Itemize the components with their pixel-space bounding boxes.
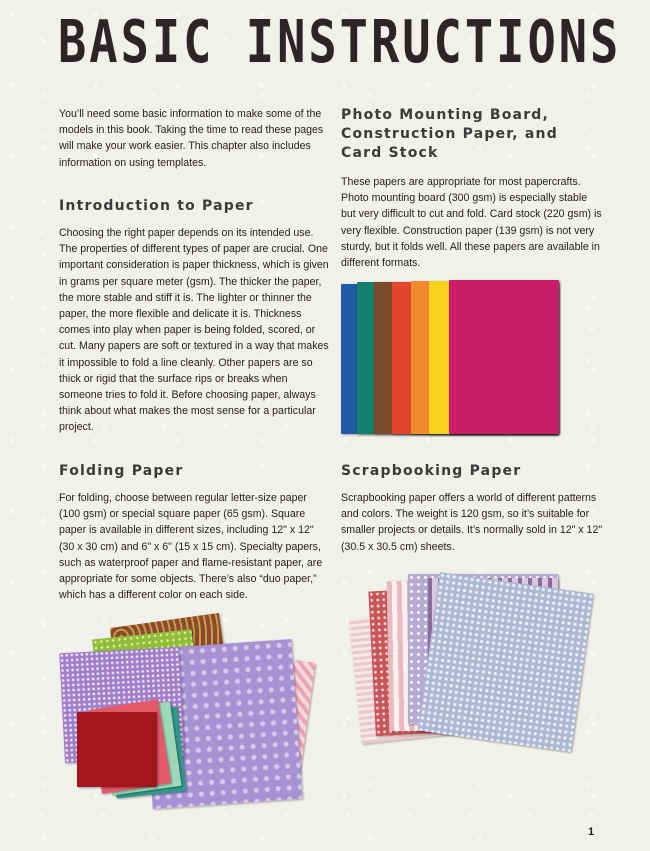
intro-paragraph: You’ll need some basic information to make some of the models in this book. Taking the time to read these pages will make your work easier. This chapter also includes information on using templates. <box>59 108 324 169</box>
intro-paper-body: Choosing the right paper depends on its intended use. The properties of different types of paper are crucial. One important consideration is paper thickness, which is given in grams per square meter (gsm). The thicker the paper, the more stable and stiff it is. The lighter or thinner the paper, the more flexible and delicate it is. Thickness comes into play when paper is being folded, scored, or cut. Many papers are soft or textured in a way that makes it impossible to fold a line cleanly. Other papers are so thick or rigid that the surface rips or breaks when someone tries to fold it. Before choosing paper, always think about what makes the most sense for a particular project. <box>59 227 329 434</box>
scrapbooking-heading: Scrapbooking Paper <box>341 463 522 479</box>
scrapbooking-body: Scrapbooking paper offers a world of different patterns and colors. The weight is 120 gsm, so it’s suitable for smaller projects or details. It’s normally sold in 12" x 12" (30.5 x 30.5 cm) sheets. <box>341 492 603 553</box>
sheet-magenta <box>449 280 559 434</box>
photo-board-heading-line-1: Photo Mounting Board, <box>341 107 550 123</box>
photo-board-heading-line-2: Construction Paper, and <box>341 126 558 142</box>
scrapbooking-section <box>341 462 603 555</box>
photo-board-heading-line-3: Card Stock <box>341 145 439 161</box>
photo-board-section <box>341 106 603 271</box>
intro-paragraph-block <box>59 106 331 171</box>
folding-paper-body: For folding, choose between regular letter-size paper (100 gsm) or special square paper (65 gsm). Square paper is available in different sizes, including 12" x 12" (30 x 30 cm) and 6" x 6" (15 x 15 cm). Specialty papers, such as waterproof paper and flame-resistant paper, are appropriate for some objects. There’s also “duo paper,” which has a different color on each side. <box>59 492 323 602</box>
intro-paper-section <box>59 197 331 436</box>
page-number: 1 <box>588 826 595 838</box>
intro-paper-heading: Introduction to Paper <box>59 198 254 214</box>
folding-paper-heading: Folding Paper <box>59 463 184 479</box>
folding-sheet-red <box>77 712 157 787</box>
scrapbooking-paper-image <box>350 568 590 748</box>
photo-board-body: These papers are appropriate for most papercrafts. Photo mounting board (300 gsm) is especially stable but very difficult to cut and fold. Card stock (220 gsm) is very flexible. Construction paper (139 gsm) is not very sturdy, but it folds well. All these papers are available in different formats. <box>341 176 602 270</box>
scrap-sheet-blue-grey <box>418 572 594 752</box>
construction-paper-image <box>341 280 559 435</box>
folding-paper-section <box>59 462 331 603</box>
page-title: BASIC INSTRUCTIONS <box>58 8 622 77</box>
folding-paper-image <box>62 620 312 810</box>
